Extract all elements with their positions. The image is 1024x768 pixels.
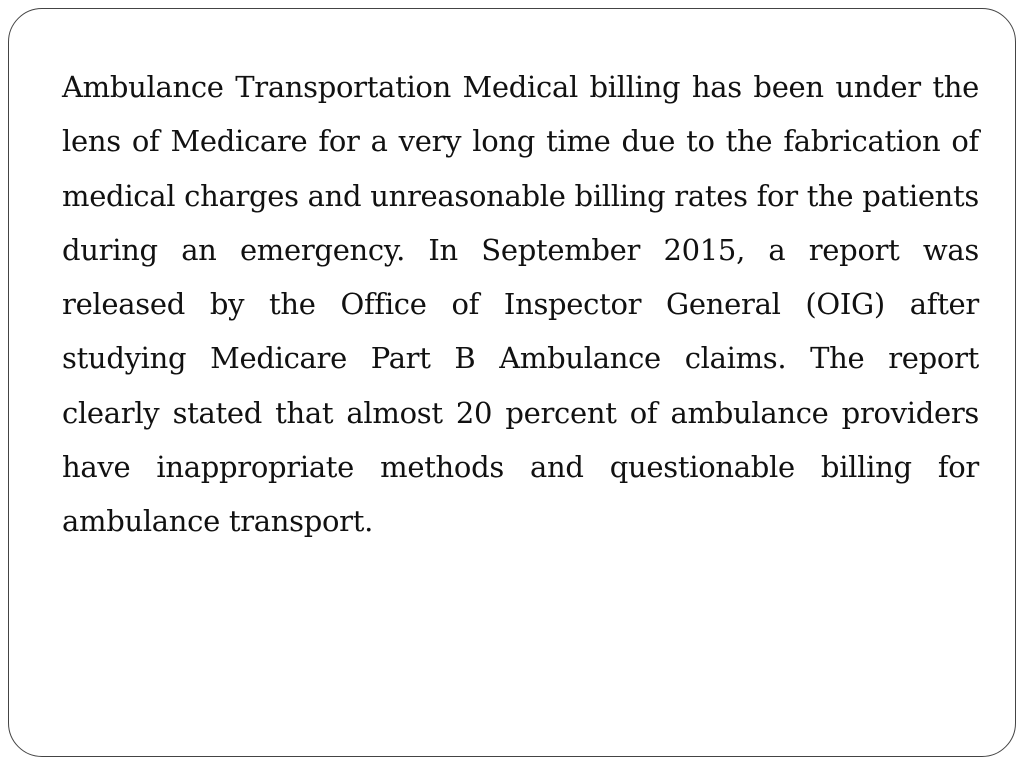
slide-body-text: Ambulance Transportation Medical billing has been under the lens of Medicare for a very long time due to the fabrication of medical charges and unreasonable billing rates for the patients during an emergency. In September 2015, a report was released by the Office of Inspector General (OIG) after studying Medicare Part B Ambulance claims. The report clearly stated that almost 20 percent of ambulance providers have inappropriate methods and questionable billing for ambulance transport. <box>62 70 979 539</box>
